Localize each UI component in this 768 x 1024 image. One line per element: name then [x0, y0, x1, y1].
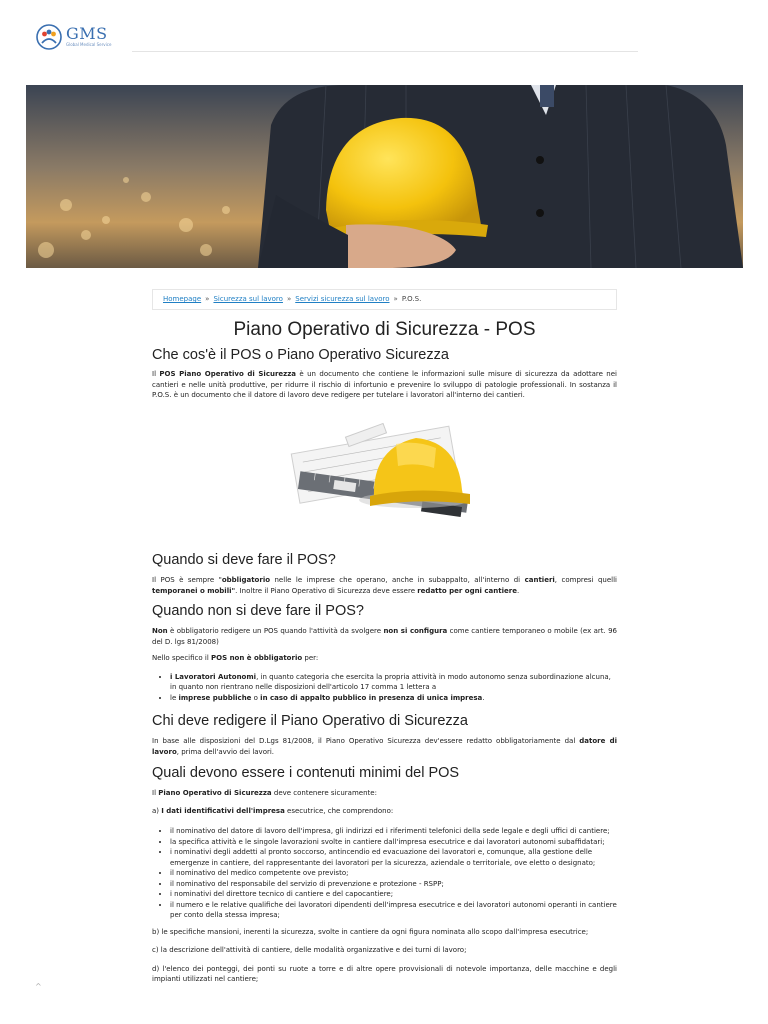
header-divider	[132, 51, 638, 52]
scroll-to-top-icon[interactable]: ^	[35, 982, 42, 991]
brand-name: GMS	[66, 24, 108, 43]
section-when	[152, 551, 617, 596]
section-heading: Quando non si deve fare il POS?	[152, 603, 364, 619]
list-item: • i nominativi del direttore tecnico di cantiere e del capocantiere;	[170, 889, 617, 900]
list-item: • i nominativi degli addetti al pronto soccorso, antincendio ed evacuazione dei lavoratori e, comunque, alla gestione delle emergenze in cantiere, del rappresentante dei lavoratori per la sicurezza, aziendale o territoriale, ove eletto o designato;	[170, 847, 617, 868]
helmet-blueprint-image	[276, 408, 494, 538]
breadcrumb-separator: »	[286, 295, 292, 303]
intro-paragraph: Il POS Piano Operativo di Sicurezza è un documento che contiene le informazioni sulle misure di sicurezza da adottare nei cantieri e nelle unità produttive, per ridurre il rischio di infortunio e prevenire lo sviluppo di patologie professionali. In sostanza il P.O.S. è un documento che il datore di lavoro deve redigere per tutelare i lavoratori all'interno dei cantieri.	[152, 370, 617, 399]
section-intro	[152, 346, 617, 401]
breadcrumb-separator: »	[393, 295, 398, 303]
page-title: Piano Operativo di Sicurezza - POS	[233, 319, 536, 340]
list-item: • il nominativo del responsabile del servizio di prevenzione e protezione - RSPP;	[170, 879, 617, 890]
contents-point-a: a) I dati identificativi dell'impresa esecutrice, che comprendono:	[152, 806, 394, 815]
list-item: • il nominativo del datore di lavoro dell'impresa, gli indirizzi ed i riferimenti telefonici della sede legale e degli uffici di cantiere;	[170, 826, 617, 837]
section-contents	[152, 764, 617, 985]
breadcrumb-current: P.O.S.	[401, 295, 422, 303]
breadcrumb-home-link[interactable]: Homepage	[163, 295, 202, 303]
list-item: • il nominativo del medico competente ove previsto;	[170, 868, 617, 879]
when-paragraph: Il POS è sempre "obbligatorio nelle le imprese che operano, anche in subappalto, all'interno di cantieri, compresi quelli temporanei o mobili". Inoltre il Piano Operativo di Sicurezza deve essere redatto per ogni cantiere.	[152, 576, 617, 595]
breadcrumb-servizi-link[interactable]: Servizi sicurezza sul lavoro	[295, 295, 390, 303]
list-item: • le imprese pubbliche o in caso di appalto pubblico in presenza di unica impresa.	[170, 693, 617, 704]
hero-banner-image	[26, 85, 743, 268]
section-who	[152, 712, 617, 757]
section-heading: Quando si deve fare il POS?	[152, 552, 336, 568]
section-heading: Chi deve redigere il Piano Operativo di Sicurezza	[152, 713, 468, 729]
list-item: • la specifica attività e le singole lavorazioni svolte in cantiere dall'impresa esecutrice e dai lavoratori autonomi subaffidatari;	[170, 837, 617, 848]
contents-point-c: c) la descrizione dell'attività di cantiere, delle modalità organizzative e dei turni di lavoro;	[152, 946, 467, 954]
when-not-paragraph: Non è obbligatorio redigere un POS quando l'attività da svolgere non si configura come cantiere temporaneo o mobile (ex art. 96 del D. lgs 81/2008)	[152, 627, 617, 646]
who-paragraph: In base alle disposizioni del D.Lgs 81/2008, il Piano Operativo Sicurezza dev'essere redatto obbligatoriamente dal datore di lavoro, prima dell'avvio dei lavori.	[152, 737, 617, 756]
breadcrumb-sicurezza-link[interactable]: Sicurezza sul lavoro	[213, 295, 283, 303]
section-when-not	[152, 602, 617, 703]
gms-logo-icon	[36, 24, 62, 50]
main-content	[152, 318, 617, 983]
site-header	[0, 0, 768, 70]
contents-intro: Il Piano Operativo di Sicurezza deve contenere sicuramente:	[152, 789, 377, 797]
section-heading: Quali devono essere i contenuti minimi del POS	[152, 765, 460, 781]
section-heading: Che cos'è il POS o Piano Operativo Sicurezza	[152, 347, 449, 363]
brand-tagline: Global Medical Service	[66, 42, 112, 47]
when-not-intro: Nello specifico il POS non è obbligatorio per:	[152, 654, 319, 662]
contents-point-d: d) l'elenco dei ponteggi, dei ponti su ruote a torre e di altre opere provvisionali di notevole importanza, delle macchine e degli impianti utilizzati nel cantiere;	[152, 964, 617, 983]
exemption-list	[152, 672, 617, 704]
breadcrumb-separator: »	[205, 295, 210, 303]
brand-logo[interactable]	[36, 24, 111, 50]
contents-point-b: b) le specifiche mansioni, inerenti la sicurezza, svolte in cantiere da ogni figura nominata allo scopo dall'impresa esecutrice;	[152, 927, 589, 936]
breadcrumb	[152, 289, 617, 310]
list-item: • i Lavoratori Autonomi, in quanto categoria che esercita la propria attività in modo autonomo senza subordinazione alcuna, in quanto non rientrano nelle disposizioni dell'articolo 17 comma 1 lettera a	[170, 672, 617, 693]
contents-list	[152, 826, 617, 921]
list-item: • il numero e le relative qualifiche dei lavoratori dipendenti dell'impresa esecutrice e dei lavoratori autonomi operanti in cantiere per conto della stessa impresa;	[170, 900, 617, 921]
